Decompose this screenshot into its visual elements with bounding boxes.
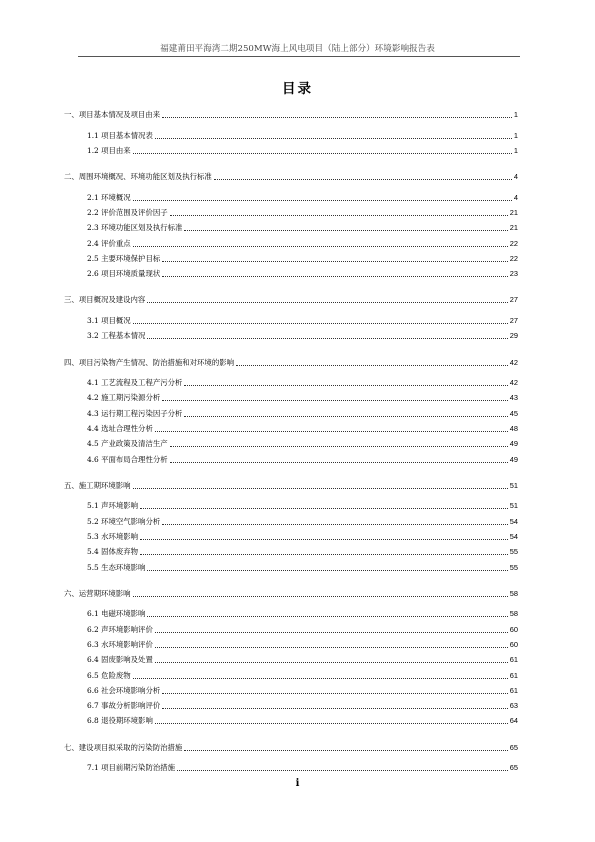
toc-title: 目录 bbox=[282, 81, 313, 97]
toc-entry-page: 51 bbox=[509, 480, 518, 490]
toc-section-entry[interactable] bbox=[87, 546, 518, 557]
toc-section-entry[interactable] bbox=[87, 238, 518, 249]
toc-dot-leader bbox=[155, 631, 508, 633]
toc-entry-page: 45 bbox=[509, 408, 518, 418]
toc-entry-label: 6.7 事故分析影响评价 bbox=[87, 701, 161, 711]
toc-entry-page: 4 bbox=[513, 172, 518, 182]
toc-entry-page: 58 bbox=[509, 609, 518, 619]
toc-entry-page: 27 bbox=[509, 315, 518, 325]
toc-entry-label: 2.6 项目环境质量现状 bbox=[87, 269, 161, 279]
toc-section-entry[interactable] bbox=[87, 130, 518, 141]
toc-section-entry[interactable] bbox=[87, 438, 518, 449]
toc-entry-label: 7.1 项目前期污染防治措施 bbox=[87, 763, 176, 773]
toc-dot-leader bbox=[147, 569, 507, 571]
toc-entry-page: 42 bbox=[509, 378, 518, 387]
running-header: 福建莆田平海湾二期250MW海上风电项目（陆上部分）环境影响报告表 bbox=[160, 44, 435, 54]
toc-dot-leader bbox=[162, 260, 508, 262]
toc-entry-label: 1.1 项目基本情况表 bbox=[87, 130, 153, 140]
toc-chapter-entry[interactable] bbox=[64, 588, 518, 599]
toc-entry-page: 23 bbox=[509, 269, 518, 279]
toc-entry-label: 6.3 水环境影响评价 bbox=[87, 639, 153, 649]
toc-entry-label: 2.5 主要环境保护目标 bbox=[87, 253, 161, 263]
toc-entry-page: 64 bbox=[509, 716, 518, 726]
toc-entry-page: 61 bbox=[509, 655, 518, 665]
toc-dot-leader bbox=[162, 523, 508, 525]
toc-entry-page: 1 bbox=[513, 130, 518, 140]
toc-entry-page: 22 bbox=[509, 238, 518, 248]
toc-entry-page: 65 bbox=[509, 742, 518, 752]
toc-entry-label: 三、项目概况及建设内容 bbox=[64, 295, 146, 305]
toc-entry-label: 1.2 项目由来 bbox=[87, 145, 131, 155]
toc-entry-label: 4.6 平面布局合理性分析 bbox=[87, 454, 168, 464]
toc-section-entry[interactable] bbox=[87, 500, 518, 511]
toc-section-entry[interactable] bbox=[87, 608, 518, 619]
toc-entry-label: 二、周围环境概况、环境功能区划及执行标准 bbox=[64, 172, 212, 182]
toc-entry-label: 六、运营期环境影响 bbox=[64, 588, 131, 598]
toc-entry-page: 65 bbox=[509, 763, 518, 773]
toc-section-entry[interactable] bbox=[87, 654, 518, 665]
toc-entry-page: 4 bbox=[513, 192, 518, 202]
toc-dot-leader bbox=[140, 507, 508, 509]
toc-section-entry[interactable] bbox=[87, 762, 518, 773]
toc-entry-label: 5.2 环境空气影响分析 bbox=[87, 516, 161, 526]
toc-dot-leader bbox=[133, 595, 508, 597]
toc-entry-label: 6.5 危险废物 bbox=[87, 670, 131, 680]
toc-section-entry[interactable] bbox=[87, 392, 518, 403]
toc-dot-leader bbox=[236, 364, 508, 366]
toc-entry-page: 27 bbox=[509, 295, 518, 305]
toc-dot-leader bbox=[162, 707, 508, 709]
toc-entry-label: 4.3 运行期工程污染因子分析 bbox=[87, 408, 183, 418]
toc-entry-label: 2.3 环境功能区划及执行标准 bbox=[87, 223, 183, 233]
toc-dot-leader bbox=[133, 487, 508, 489]
toc-dot-leader bbox=[184, 384, 507, 386]
toc-entry-page: 22 bbox=[509, 253, 518, 263]
toc-section-entry[interactable] bbox=[87, 700, 518, 711]
toc-entry-page: 61 bbox=[509, 670, 518, 680]
toc-entry-label: 2.4 评价重点 bbox=[87, 238, 131, 248]
toc-entry-page: 48 bbox=[509, 423, 518, 433]
toc-section-entry[interactable] bbox=[87, 253, 518, 264]
toc-chapter-entry[interactable] bbox=[64, 480, 518, 491]
toc-entry-label: 6.4 固废影响及处置 bbox=[87, 655, 153, 665]
toc-dot-leader bbox=[214, 178, 512, 180]
toc-entry-page: 49 bbox=[509, 454, 518, 464]
toc-dot-leader bbox=[133, 199, 512, 201]
toc-entry-page: 60 bbox=[509, 624, 518, 634]
toc-dot-leader bbox=[162, 399, 508, 401]
toc-entry-label: 七、建设项目拟采取的污染防治措施 bbox=[64, 742, 183, 752]
toc-dot-leader bbox=[184, 415, 507, 417]
toc-dot-leader bbox=[155, 722, 508, 724]
toc-entry-page: 60 bbox=[509, 639, 518, 649]
toc-dot-leader bbox=[162, 116, 512, 118]
toc-dot-leader bbox=[155, 646, 508, 648]
toc-entry-label: 3.1 项目概况 bbox=[87, 315, 131, 325]
toc-entry-label: 4.4 选址合理性分析 bbox=[87, 423, 153, 433]
toc-dot-leader bbox=[184, 749, 508, 751]
toc-dot-leader bbox=[177, 769, 508, 771]
toc-entry-label: 4.1 工艺流程及工程产污分析 bbox=[87, 378, 183, 387]
toc-entry-label: 2.1 环境概况 bbox=[87, 192, 131, 202]
toc-section-entry[interactable] bbox=[87, 531, 518, 542]
toc-entry-label: 5.4 固体废弃物 bbox=[87, 547, 139, 557]
toc-entry-page: 58 bbox=[509, 588, 518, 598]
toc-section-entry[interactable] bbox=[87, 330, 518, 341]
toc-section-entry[interactable] bbox=[87, 145, 518, 156]
toc-dot-leader bbox=[155, 661, 508, 663]
toc-entry-page: 21 bbox=[509, 223, 518, 233]
toc-dot-leader bbox=[133, 677, 508, 679]
toc-entry-page: 55 bbox=[509, 562, 518, 572]
toc-dot-leader bbox=[155, 137, 512, 139]
toc-section-entry[interactable] bbox=[87, 454, 518, 465]
toc-entry-page: 29 bbox=[509, 331, 518, 341]
toc-section-entry[interactable] bbox=[87, 670, 518, 681]
toc-dot-leader bbox=[147, 301, 507, 303]
toc-section-entry[interactable] bbox=[87, 207, 518, 218]
toc-entry-label: 4.2 施工期污染源分析 bbox=[87, 393, 161, 403]
toc-section-entry[interactable] bbox=[87, 192, 518, 203]
toc-entry-label: 5.5 生态环境影响 bbox=[87, 562, 146, 572]
toc-dot-leader bbox=[170, 214, 508, 216]
toc-section-entry[interactable] bbox=[87, 222, 518, 233]
toc-entry-label: 6.6 社会环境影响分析 bbox=[87, 685, 161, 695]
toc-entry-page: 55 bbox=[509, 547, 518, 557]
toc-chapter-entry[interactable] bbox=[64, 294, 518, 305]
toc-entry-page: 51 bbox=[509, 501, 518, 511]
toc-section-entry[interactable] bbox=[87, 516, 518, 527]
toc-dot-leader bbox=[133, 322, 508, 324]
toc-section-entry[interactable] bbox=[87, 268, 518, 279]
toc-entry-label: 四、项目污染物产生情况、防治措施和对环境的影响 bbox=[64, 357, 234, 367]
toc-dot-leader bbox=[184, 229, 507, 231]
toc-dot-leader bbox=[140, 553, 508, 555]
toc-entry-label: 4.5 产业政策及清洁生产 bbox=[87, 439, 168, 449]
page-number: i bbox=[295, 778, 300, 789]
toc-entry-label: 5.3 水环境影响 bbox=[87, 531, 139, 541]
toc-entry-label: 2.2 评价范围及评价因子 bbox=[87, 207, 168, 217]
toc-entry-page: 43 bbox=[509, 393, 518, 403]
toc-section-entry[interactable] bbox=[87, 715, 518, 726]
toc-entry-page: 54 bbox=[509, 516, 518, 526]
toc-entry-page: 1 bbox=[513, 145, 518, 155]
header-divider bbox=[78, 56, 520, 57]
toc-entry-label: 6.1 电磁环境影响 bbox=[87, 609, 146, 619]
toc-entry-page: 63 bbox=[509, 701, 518, 711]
toc-entry-page: 54 bbox=[509, 531, 518, 541]
toc-chapter-entry[interactable] bbox=[64, 109, 518, 120]
toc-section-entry[interactable] bbox=[87, 624, 518, 635]
toc-dot-leader bbox=[155, 430, 508, 432]
toc-entry-page: 42 bbox=[509, 357, 518, 367]
toc-chapter-entry[interactable] bbox=[64, 742, 518, 753]
toc-dot-leader bbox=[147, 337, 507, 339]
toc-dot-leader bbox=[162, 692, 508, 694]
toc-section-entry[interactable] bbox=[87, 685, 518, 696]
toc-entry-page: 49 bbox=[509, 439, 518, 449]
toc-section-entry[interactable] bbox=[87, 639, 518, 650]
toc-dot-leader bbox=[170, 461, 508, 463]
toc-dot-leader bbox=[133, 245, 508, 247]
toc-section-entry[interactable] bbox=[87, 562, 518, 573]
toc-dot-leader bbox=[147, 615, 507, 617]
toc-entry-label: 一、项目基本情况及项目由来 bbox=[64, 110, 161, 119]
toc-entry-page: 61 bbox=[509, 685, 518, 695]
toc-section-entry[interactable] bbox=[87, 315, 518, 326]
toc-section-entry[interactable] bbox=[87, 423, 518, 434]
toc-section-entry[interactable] bbox=[87, 408, 518, 419]
toc-chapter-entry[interactable] bbox=[64, 171, 518, 182]
toc-entry-label: 3.2 工程基本情况 bbox=[87, 331, 146, 341]
toc-entry-label: 6.8 退役期环境影响 bbox=[87, 716, 153, 726]
toc-section-entry[interactable] bbox=[87, 377, 518, 388]
toc-entry-page: 21 bbox=[509, 207, 518, 217]
toc-entry-label: 6.2 声环境影响评价 bbox=[87, 624, 153, 634]
toc-chapter-entry[interactable] bbox=[64, 357, 518, 368]
toc-dot-leader bbox=[140, 538, 508, 540]
toc-dot-leader bbox=[170, 445, 508, 447]
toc-dot-leader bbox=[162, 275, 508, 277]
toc-entry-label: 5.1 声环境影响 bbox=[87, 501, 139, 511]
toc-entry-label: 五、施工期环境影响 bbox=[64, 480, 131, 490]
toc-dot-leader bbox=[133, 152, 512, 154]
toc-entry-page: 1 bbox=[513, 110, 518, 119]
